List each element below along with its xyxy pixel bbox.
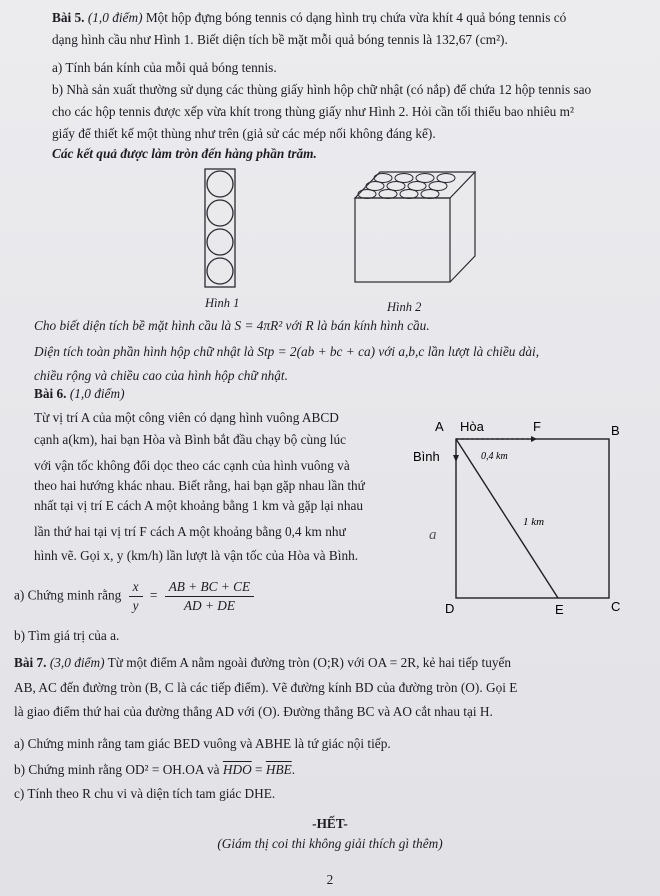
- bai7-text-3: là giao điểm thứ hai của đường thẳng AD với (O). Đường thẳng BC và AO cắt nhau tại H.: [14, 704, 493, 719]
- figure-2-box: [350, 168, 480, 286]
- bai7-b-text: b) Chứng minh rằng OD² = OH.OA và: [14, 762, 220, 777]
- formula-box: Diện tích toàn phần hình hộp chữ nhật là Stp = 2(ab + bc + ca) với a,b,c lần lượt là chiều dài,: [34, 344, 540, 359]
- label-E: E: [555, 602, 564, 617]
- formula-sphere: Cho biết diện tích bề mặt hình cầu là S = 4πR² với R là bán kính hình cầu.: [34, 318, 430, 333]
- bai6-a-label: a) Chứng minh rằng: [14, 587, 122, 603]
- bai6-text-3: với vận tốc không đổi dọc theo các cạnh của hình vuông và: [34, 458, 350, 473]
- label-A: A: [435, 419, 444, 434]
- bai7-question-a: a) Chứng minh rằng tam giác BED vuông và ABHE là tứ giác nội tiếp.: [14, 736, 391, 751]
- bai5-line-2: dạng hình cầu như Hình 1. Biết diện tích bề mặt mỗi quả bóng tennis là 132,67 (cm²).: [52, 32, 508, 47]
- arc-hbe: $\overline{HBE}$: [265, 762, 292, 777]
- bai5-line-1: [52, 10, 566, 26]
- bai7-text-1: Từ một điểm A nằm ngoài đường tròn (O;R) với OA = 2R, kẻ hai tiếp tuyến: [107, 655, 512, 670]
- bai7-b-end: .: [291, 762, 296, 777]
- bai5-question-a: a) Tính bán kính của mỗi quả bóng tennis.: [52, 60, 277, 75]
- fraction-xy: [129, 578, 143, 615]
- bai6-square-figure: [405, 415, 640, 620]
- bai7-question-c: c) Tính theo R chu vi và diện tích tam giác DHE.: [14, 786, 276, 801]
- bai5-question-b-3: giấy để thiết kế một thùng như trên (giả sử các mép nối không đáng kể).: [52, 126, 436, 141]
- bai6-text-6: lần thứ hai tại vị trí F cách A một khoảng bằng 0,4 km như: [34, 524, 346, 539]
- fraction-denominator: AD + DE: [183, 598, 235, 613]
- bai5-heading: Bài 5.: [52, 10, 85, 25]
- figure-1-tennis-tube: [195, 165, 245, 291]
- fraction-distances: [165, 578, 254, 615]
- bai7-question-b: [14, 762, 295, 778]
- bai5-points: (1,0 điểm): [87, 10, 143, 25]
- label-B: B: [611, 423, 620, 438]
- bai7-text-2: AB, AC đến đường tròn (B, C là các tiếp điểm). Vẽ đường kính BD của đường tròn (O). Gọi E: [14, 680, 518, 695]
- bai5-question-b-2: cho các hộp tennis được xếp vừa khít trong thùng giấy như Hình 2. Hỏi cần tối thiểu bao nhiêu m²: [52, 104, 574, 119]
- figure-1-caption: Hình 1: [205, 296, 240, 310]
- bai6-text-7: hình vẽ. Gọi x, y (km/h) lần lượt là vận tốc của Hòa và Bình.: [34, 548, 359, 563]
- fraction-y: y: [132, 598, 139, 613]
- bai7-points: (3,0 điểm): [49, 655, 105, 670]
- label-distance-1: 1 km: [523, 516, 545, 528]
- bai6-question-b: b) Tìm giá trị của a.: [14, 628, 120, 643]
- label-C: C: [611, 599, 621, 614]
- label-binh: Bình: [413, 449, 440, 464]
- bai5-text-1: Một hộp đựng bóng tennis có dạng hình trụ chứa vừa khít 4 quả bóng tennis có: [145, 10, 567, 25]
- bai6-points: (1,0 điểm): [69, 386, 125, 401]
- figure-2-caption: Hình 2: [387, 300, 422, 314]
- arc-equals: =: [255, 762, 263, 777]
- rounding-note: Các kết quả được làm tròn đến hàng phần trăm.: [52, 146, 317, 161]
- bai6-heading-line: [34, 386, 125, 402]
- bai6-question-a: [14, 578, 258, 615]
- proctor-note: (Giám thị coi thi không giải thích gì thêm): [217, 836, 443, 851]
- label-F: F: [533, 419, 541, 434]
- equals-sign: =: [149, 587, 158, 603]
- bai7-line-1: [14, 655, 511, 671]
- bai5-question-b-1: b) Nhà sản xuất thường sử dụng các thùng giấy hình hộp chữ nhật (có nắp) để chứa 12 hộp tennis sao: [52, 82, 592, 97]
- fraction-numerator: AB + BC + CE: [165, 578, 254, 597]
- fraction-x: x: [129, 578, 143, 597]
- bai6-text-5: nhất tại vị trí E cách A một khoảng bằng 1 km và gặp lại nhau: [34, 498, 364, 513]
- bai7-heading: Bài 7.: [14, 655, 47, 670]
- formula-box-2: chiều rộng và chiều cao của hình hộp chữ nhật.: [34, 368, 288, 383]
- label-D: D: [445, 601, 455, 616]
- label-distance-04: 0,4 km: [481, 451, 508, 462]
- label-a-side: a: [429, 527, 437, 543]
- bai6-text-2: cạnh a(km), hai bạn Hòa và Bình bắt đầu chạy bộ cùng lúc: [34, 432, 347, 447]
- bai6-heading: Bài 6.: [34, 386, 67, 401]
- bai6-text-1: Từ vị trí A của một công viên có dạng hình vuông ABCD: [34, 410, 339, 425]
- arc-hdo: $\overline{HDO}$: [222, 762, 252, 777]
- bai6-text-4: theo hai hướng khác nhau. Biết rằng, hai bạn gặp nhau lần thứ: [34, 478, 365, 493]
- page-number: 2: [326, 872, 334, 887]
- end-marker: -HẾT-: [312, 816, 348, 831]
- label-hoa: Hòa: [460, 419, 484, 434]
